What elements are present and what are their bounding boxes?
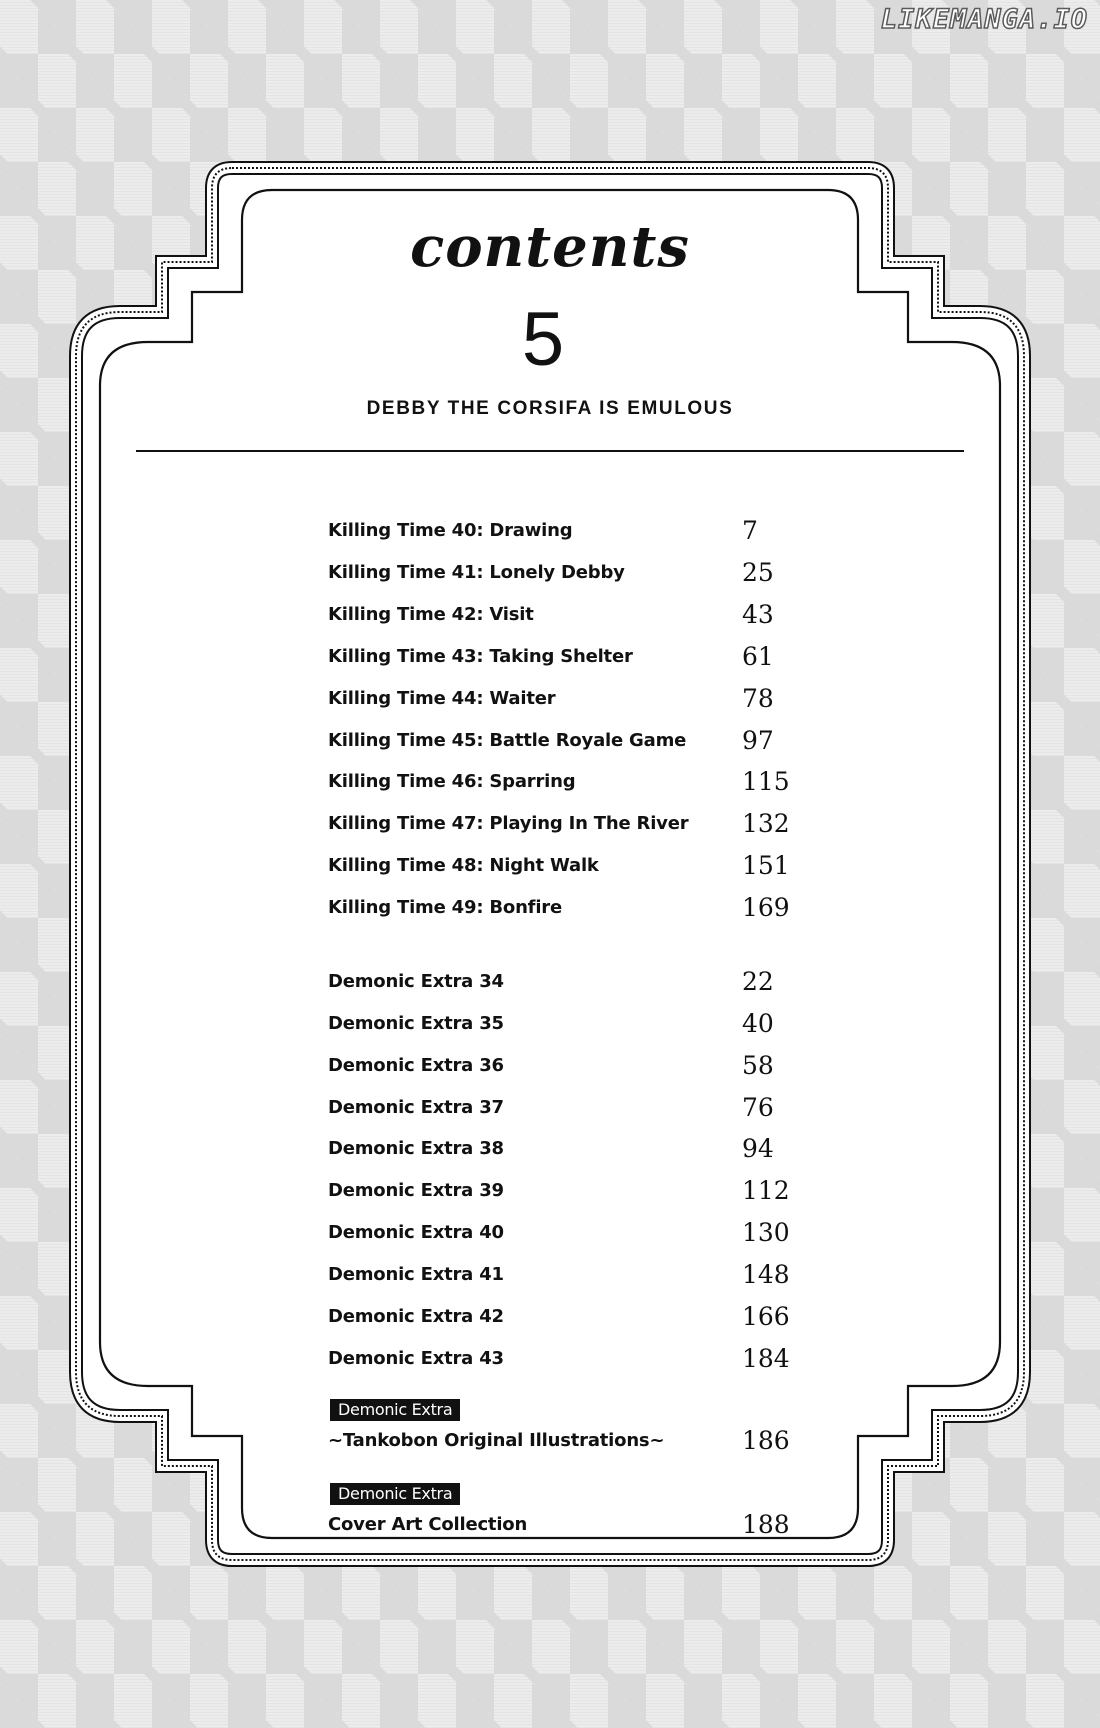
special-entry[interactable] <box>328 1510 808 1542</box>
chapter-page: 25 <box>742 558 774 587</box>
extra-title: Demonic Extra 43 <box>328 1348 504 1369</box>
chapter-entry[interactable] <box>328 600 808 632</box>
chapter-page: 78 <box>742 684 774 713</box>
chapter-page: 7 <box>742 516 758 545</box>
chapter-entry[interactable] <box>328 642 808 674</box>
chapter-title: Killing Time 46: Sparring <box>328 771 576 792</box>
chapter-entry[interactable] <box>328 851 808 883</box>
extra-page: 148 <box>742 1260 790 1289</box>
chapter-title: Killing Time 43: Taking Shelter <box>328 646 633 667</box>
extra-page: 112 <box>742 1176 790 1205</box>
extra-entry[interactable] <box>328 1260 808 1292</box>
chapter-entry[interactable] <box>328 767 808 799</box>
extra-title: Demonic Extra 34 <box>328 971 504 992</box>
extra-page: 22 <box>742 967 774 996</box>
chapter-page: 115 <box>742 767 790 796</box>
extra-page: 40 <box>742 1009 774 1038</box>
chapter-title: Killing Time 44: Waiter <box>328 688 556 709</box>
chapter-entry[interactable] <box>328 726 808 758</box>
chapter-title: Killing Time 41: Lonely Debby <box>328 562 625 583</box>
chapter-entry[interactable] <box>328 684 808 716</box>
special-entry[interactable] <box>328 1426 808 1458</box>
volume-number: 5 <box>521 297 565 382</box>
chapter-title: Killing Time 42: Visit <box>328 604 534 625</box>
site-watermark: LIKEMANGA.IO <box>880 4 1088 35</box>
chapter-entry[interactable] <box>328 809 808 841</box>
extra-title: Demonic Extra 38 <box>328 1138 504 1159</box>
extra-entry[interactable] <box>328 1176 808 1208</box>
chapter-title: Killing Time 49: Bonfire <box>328 897 562 918</box>
chapter-page: 97 <box>742 726 774 755</box>
chapter-entry[interactable] <box>328 516 808 548</box>
chapter-page: 132 <box>742 809 790 838</box>
extra-title: Demonic Extra 42 <box>328 1306 504 1327</box>
contents-heading: contents <box>410 214 690 280</box>
extra-entry[interactable] <box>328 967 808 999</box>
chapter-entry[interactable] <box>328 558 808 590</box>
extra-entry[interactable] <box>328 1302 808 1334</box>
extra-page: 76 <box>742 1093 774 1122</box>
extra-page: 58 <box>742 1051 774 1080</box>
special-page: 186 <box>742 1426 790 1455</box>
chapter-page: 61 <box>742 642 774 671</box>
special-badge: Demonic Extra <box>330 1483 460 1505</box>
chapter-title: Killing Time 48: Night Walk <box>328 855 599 876</box>
special-title: ~Tankobon Original Illustrations~ <box>328 1430 665 1451</box>
title-divider <box>136 450 964 452</box>
chapter-page: 151 <box>742 851 790 880</box>
extra-title: Demonic Extra 41 <box>328 1264 504 1285</box>
extra-entry[interactable] <box>328 1218 808 1250</box>
extra-title: Demonic Extra 37 <box>328 1097 504 1118</box>
special-badge: Demonic Extra <box>330 1399 460 1421</box>
extra-page: 94 <box>742 1134 774 1163</box>
extra-title: Demonic Extra 39 <box>328 1180 504 1201</box>
extra-entry[interactable] <box>328 1344 808 1376</box>
chapter-entry[interactable] <box>328 893 808 925</box>
series-title: DEBBY THE CORSIFA IS EMULOUS <box>366 398 734 419</box>
extra-entry[interactable] <box>328 1093 808 1125</box>
extra-entry[interactable] <box>328 1009 808 1041</box>
extra-title: Demonic Extra 36 <box>328 1055 504 1076</box>
special-page: 188 <box>742 1510 790 1539</box>
special-title: Cover Art Collection <box>328 1514 528 1535</box>
chapter-page: 169 <box>742 893 790 922</box>
extra-title: Demonic Extra 35 <box>328 1013 504 1034</box>
extra-page: 166 <box>742 1302 790 1331</box>
chapter-title: Killing Time 45: Battle Royale Game <box>328 730 687 751</box>
chapter-title: Killing Time 40: Drawing <box>328 520 573 541</box>
chapter-page: 43 <box>742 600 774 629</box>
extra-entry[interactable] <box>328 1051 808 1083</box>
extra-title: Demonic Extra 40 <box>328 1222 504 1243</box>
extra-page: 184 <box>742 1344 790 1373</box>
extra-page: 130 <box>742 1218 790 1247</box>
chapter-title: Killing Time 47: Playing In The River <box>328 813 689 834</box>
extra-entry[interactable] <box>328 1134 808 1166</box>
